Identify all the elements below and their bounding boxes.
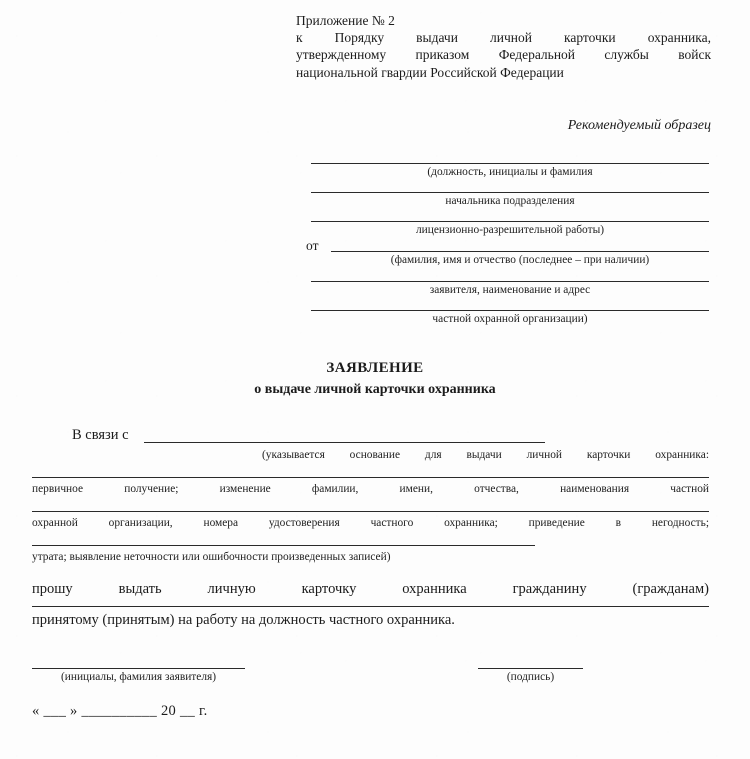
appendix-reference-line-3: национальной гвардии Российской Федерации <box>296 64 564 80</box>
addressee-caption-3: лицензионно-разрешительной работы) <box>415 224 605 236</box>
grounds-fill-rule-1 <box>144 442 545 443</box>
signature-caption: (подпись) <box>506 671 555 683</box>
grounds-caption-line-4: утрата; выявление неточности или ошибочности произведенных записей) <box>32 551 391 563</box>
from-caption-3: частной охранной организации) <box>432 313 588 325</box>
grounds-intro-label: В связи с <box>72 427 129 443</box>
signature-rule <box>478 668 583 669</box>
applicant-name-caption: (инициалы, фамилия заявителя) <box>60 671 217 683</box>
recommended-sample-label: Рекомендуемый образец <box>567 118 711 133</box>
appendix-number: Приложение № 2 <box>296 13 395 28</box>
grounds-caption-line-1: (указывается основание для выдачи личной карточки охранника: <box>262 449 709 461</box>
from-rule-3 <box>311 310 709 311</box>
appendix-reference-line-1: к Порядку выдачи личной карточки охранника, <box>296 30 711 46</box>
from-label: от <box>306 238 319 253</box>
from-rule-1 <box>331 251 709 252</box>
addressee-rule-1 <box>311 163 709 164</box>
from-caption-2: заявителя, наименование и адрес <box>429 284 591 296</box>
request-fill-rule <box>32 606 709 607</box>
appendix-reference-line-2: утвержденному приказом Федеральной службы войск <box>296 47 711 63</box>
applicant-name-rule <box>32 668 245 669</box>
document-subtitle: о выдаче личной карточки охранника <box>254 382 496 397</box>
grounds-fill-rule-3 <box>32 511 709 512</box>
request-line-2: принятому (принятым) на работу на должность частного охранника. <box>32 612 455 628</box>
request-line-1: прошу выдать личную карточку охранника гражданину (гражданам) <box>32 581 709 597</box>
date-line: « ___ » __________ 20 __ г. <box>32 703 208 719</box>
addressee-rule-3 <box>311 221 709 222</box>
addressee-rule-2 <box>311 192 709 193</box>
grounds-fill-rule-4 <box>32 545 535 546</box>
addressee-caption-1: (должность, инициалы и фамилия <box>427 166 593 178</box>
appendix-header <box>296 12 711 81</box>
document-title: ЗАЯВЛЕНИЕ <box>326 360 424 376</box>
from-caption-1: (фамилия, имя и отчество (последнее – при наличии) <box>390 254 650 266</box>
from-rule-2 <box>311 281 709 282</box>
addressee-caption-2: начальника подразделения <box>445 195 575 207</box>
grounds-caption-line-2: первичное получение; изменение фамилии, имени, отчества, наименования частной <box>32 483 709 495</box>
grounds-caption-line-3: охранной организации, номера удостоверения частного охранника; приведение в негодность; <box>32 517 709 529</box>
grounds-fill-rule-2 <box>32 477 709 478</box>
